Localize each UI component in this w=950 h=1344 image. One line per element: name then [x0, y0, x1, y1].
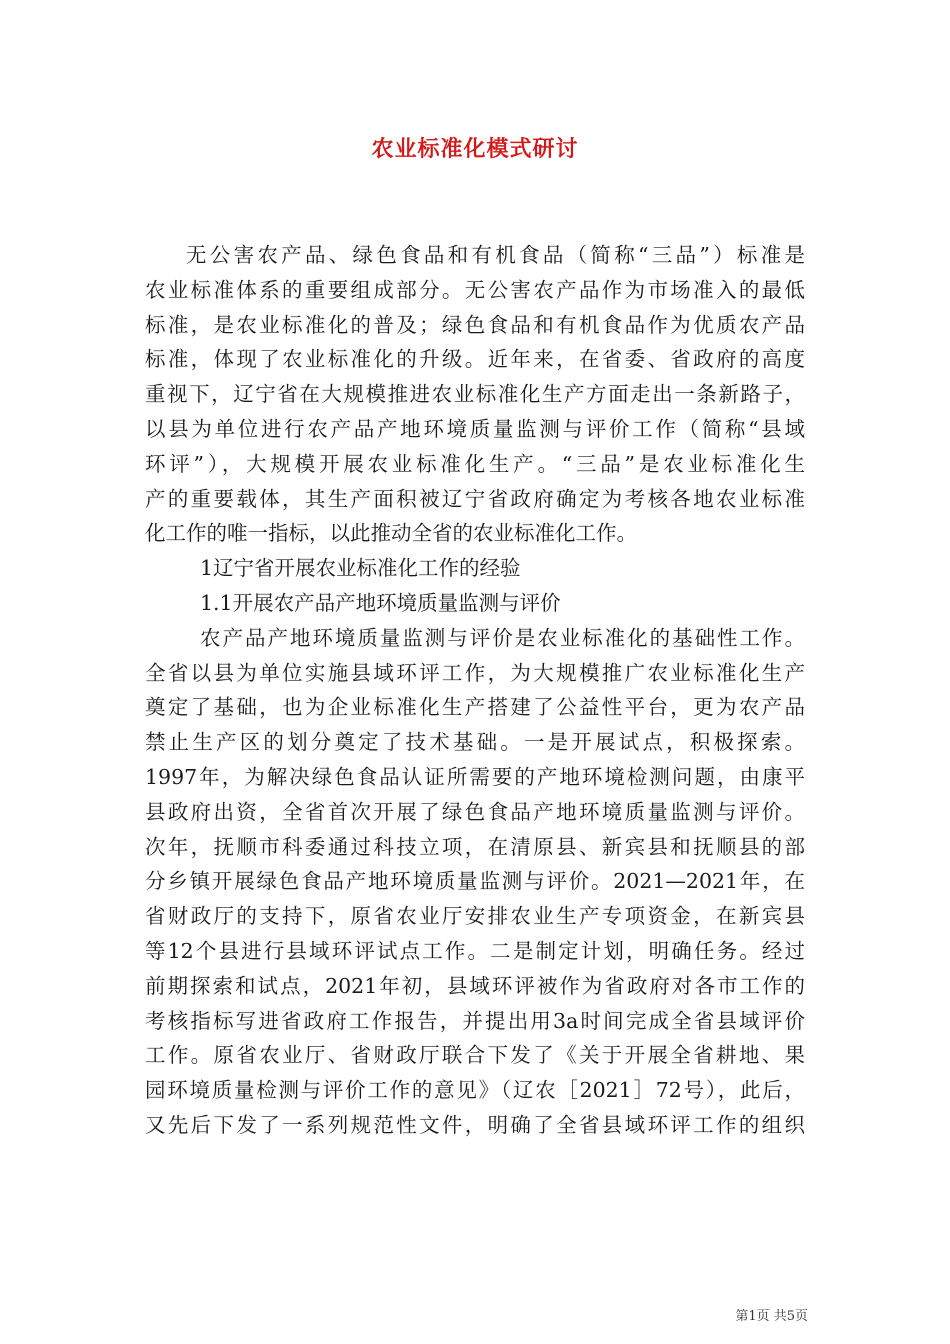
text-line: 全省以县为单位实施县域环评工作，为大规模推广农业标准化生产 — [145, 660, 805, 685]
text-line: 化工作的唯一指标，以此推动全省的农业标准化工作。 — [145, 521, 637, 546]
text-line: 县政府出资，全省首次开展了绿色食品产地环境质量监测与评价。 — [145, 799, 805, 824]
text-line: 1.1开展农产品产地环境质量监测与评价 — [200, 590, 561, 615]
text-line: 园环境质量检测与评价工作的意见》（辽农［2021］72号），此后， — [145, 1078, 805, 1103]
page-number: 第1页 共5页 — [735, 1309, 808, 1324]
text-line: 标准，体现了农业标准化的升级。近年来，在省委、省政府的高度 — [145, 347, 805, 372]
text-line: 农产品产地环境质量监测与评价是农业标准化的基础性工作。 — [200, 625, 805, 650]
text-line: 工作。原省农业厅、省财政厅联合下发了《关于开展全省耕地、果 — [145, 1043, 805, 1068]
text-line: 环评”），大规模开展农业标准化生产。“三品”是农业标准化生 — [145, 451, 805, 476]
text-line: 禁止生产区的划分奠定了技术基础。一是开展试点，积极探索。 — [145, 730, 805, 755]
text-line: 次年，抚顺市科委通过科技立项，在清原县、新宾县和抚顺县的部 — [145, 834, 805, 859]
text-line: 又先后下发了一系列规范性文件，明确了全省县域环评工作的组织 — [145, 1112, 805, 1137]
text-line: 标准，是农业标准化的普及；绿色食品和有机食品作为优质农产品 — [145, 312, 805, 337]
text-line: 重视下，辽宁省在大规模推进农业标准化生产方面走出一条新路子， — [145, 382, 805, 407]
text-line: 前期探索和试点，2021年初，县域环评被作为省政府对各市工作的 — [145, 973, 805, 998]
text-line: 1辽宁省开展农业标准化工作的经验 — [200, 556, 521, 581]
document-body — [145, 238, 805, 1143]
text-line: 等12个县进行县域环评试点工作。二是制定计划，明确任务。经过 — [145, 938, 805, 963]
text-line: 1997年，为解决绿色食品认证所需要的产地环境检测问题，由康平 — [145, 764, 805, 789]
text-line: 考核指标写进省政府工作报告，并提出用3a时间完成全省县域评价 — [145, 1008, 805, 1033]
text-line: 产的重要载体，其生产面积被辽宁省政府确定为考核各地农业标准 — [145, 486, 805, 511]
text-line: 农业标准体系的重要组成部分。无公害农产品作为市场准入的最低 — [145, 277, 805, 302]
text-line: 奠定了基础，也为企业标准化生产搭建了公益性平台，更为农产品 — [145, 695, 805, 720]
text-line: 省财政厅的支持下，原省农业厅安排农业生产专项资金，在新宾县 — [145, 904, 805, 929]
text-line: 无公害农产品、绿色食品和有机食品（简称“三品”）标准是 — [186, 243, 805, 267]
text-line: 以县为单位进行农产品产地环境质量监测与评价工作（简称“县域 — [145, 416, 805, 441]
text-line: 分乡镇开展绿色食品产地环境质量监测与评价。2021—2021年，在 — [145, 869, 805, 894]
document-title: 农业标准化模式研讨 — [371, 136, 579, 162]
